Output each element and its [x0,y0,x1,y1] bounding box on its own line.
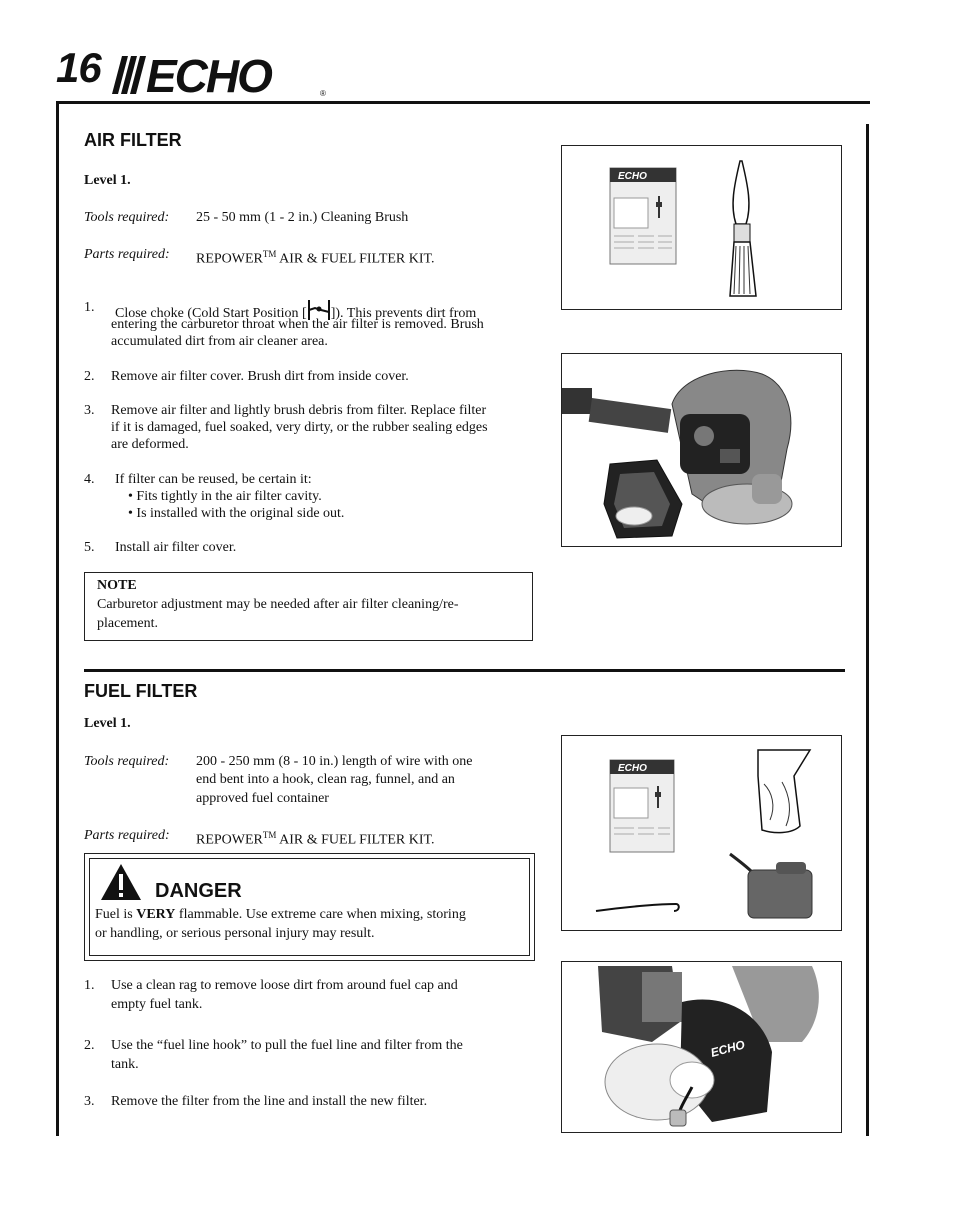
air-parts-value: REPOWER™ AIR & FUEL FILTER KIT. [196,249,435,267]
fuel-parts-value: REPOWER™ AIR & FUEL FILTER KIT. [196,830,435,848]
svg-text:®: ® [320,89,326,98]
air-step-4-bullet-1: • Fits tightly in the air filter cavity. [128,489,322,504]
note-line-2: placement. [97,616,159,631]
air-step-1-text: Close choke (Cold Start Position [ ]). This prevents dirt from [115,299,476,323]
right-margin-rule [866,124,869,1136]
air-tools-label: Tools required: [84,210,170,225]
fuel-step-1-line-1: Use a clean rag to remove loose dirt from around fuel cap and [111,978,458,993]
fuel-filter-title: FUEL FILTER [84,681,198,701]
warning-triangle-icon [99,862,143,902]
air-step-1-line-2: entering the carburetor throat when the air filter is removed. Brush [111,317,484,332]
fuel-tools-illustration [562,736,842,931]
danger-title: DANGER [155,880,242,902]
fuel-tools-line-3: approved fuel container [196,791,329,806]
header-rule [56,101,870,104]
air-step-1-line-3: accumulated dirt from air cleaner area. [111,334,328,349]
fuel-step-2-line-2: tank. [111,1057,139,1072]
danger-box [84,853,535,961]
air-step-5-text: Install air filter cover. [115,540,237,555]
engine-air-filter-illustration [562,354,842,547]
kit-logo-text: ECHO [618,171,647,182]
filter-kit-brush-illustration [562,146,842,310]
air-step-3-line-2: if it is damaged, fuel soaked, very dirty, or the rubber sealing edges [111,420,488,435]
fuel-step-1-number: 1. [84,978,95,993]
fuel-step-2-number: 2. [84,1038,95,1053]
air-step-5-number: 5. [84,540,95,555]
engine-fuel-tank-illustration [562,962,842,1133]
air-step-3-number: 3. [84,403,95,418]
fuel-tools-image [561,735,842,931]
fuel-step-3-text: Remove the filter from the line and install the new filter. [111,1094,428,1109]
kit-logo-text-2: ECHO [618,763,647,774]
air-step-4-text: If filter can be reused, be certain it: [115,472,312,487]
air-tools-value: 25 - 50 mm (1 - 2 in.) Cleaning Brush [196,210,409,225]
section-divider [84,669,845,672]
air-filter-removal-image [561,353,842,547]
air-filter-level: Level 1. [84,173,131,188]
fuel-step-3-number: 3. [84,1094,95,1109]
filter-kit-and-brush-image [561,145,842,310]
fuel-tools-line-2: end bent into a hook, clean rag, funnel, and an [196,772,455,787]
air-step-3-line-1: Remove air filter and lightly brush debris from filter. Replace filter [111,403,487,418]
note-title: NOTE [97,578,137,593]
air-step-1-number: 1. [84,300,95,315]
fuel-step-1-line-2: empty fuel tank. [111,997,203,1012]
fuel-parts-label: Parts required: [84,828,170,843]
fuel-line-hook-image [561,961,842,1133]
air-step-2-text: Remove air filter cover. Brush dirt from inside cover. [111,369,409,384]
air-filter-title: AIR FILTER [84,130,182,150]
danger-line-2: or handling, or serious personal injury may result. [95,926,375,941]
note-box [84,572,533,641]
air-step-2-number: 2. [84,369,95,384]
fuel-tools-line-1: 200 - 250 mm (8 - 10 in.) length of wire with one [196,754,473,769]
air-parts-label: Parts required: [84,247,170,262]
echo-logo-text: ECHO [146,50,271,98]
air-step-3-line-3: are deformed. [111,437,189,452]
air-step-4-number: 4. [84,472,95,487]
fuel-tools-label: Tools required: [84,754,170,769]
fuel-step-2-line-1: Use the “fuel line hook” to pull the fuel line and filter from the [111,1038,463,1053]
air-step-4-bullet-2: • Is installed with the original side out. [128,506,345,521]
note-line-1: Carburetor adjustment may be needed after air filter cleaning/re- [97,597,459,612]
engine-logo-text: ECHO [709,1037,747,1060]
fuel-filter-level: Level 1. [84,716,131,731]
page-number: 16 [56,44,101,91]
echo-logo [106,50,332,98]
danger-line-1: Fuel is VERY flammable. Use extreme care when mixing, storing [95,907,466,922]
left-margin-rule [56,104,59,1136]
